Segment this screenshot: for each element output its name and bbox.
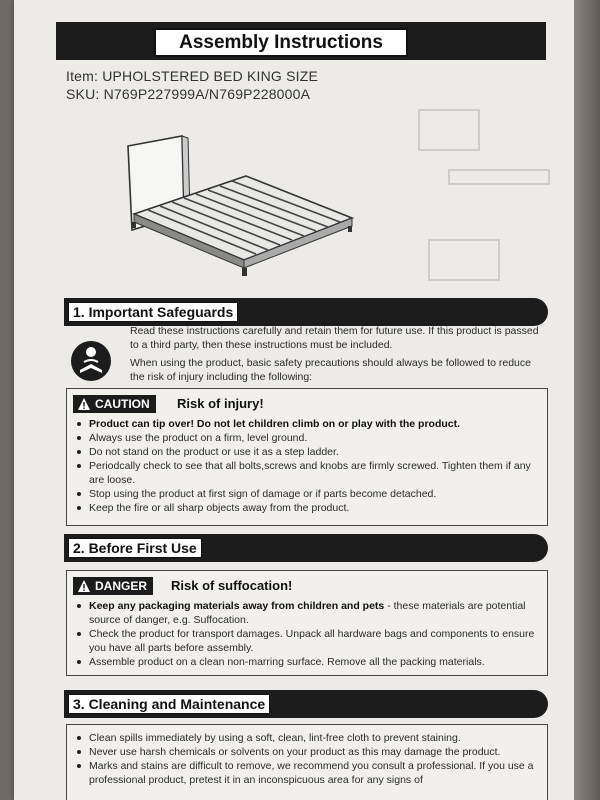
list-item: Always use the product on a firm, level ground. (73, 431, 543, 445)
show-through-artwork-icon (409, 90, 569, 290)
title-bar (56, 22, 546, 60)
sku: SKU: N769P227999A/N769P228000A (66, 86, 311, 102)
reading-person-icon (70, 340, 112, 382)
warning-triangle-icon (77, 579, 91, 593)
caution-risk: Risk of injury! (177, 396, 264, 411)
cleaning-box (66, 724, 548, 800)
list-item (73, 599, 543, 627)
section-1-header (64, 298, 548, 326)
section-3-header (64, 690, 548, 718)
danger-risk: Risk of suffocation! (171, 578, 293, 593)
list-item: Check the product for transport damages. Unpack all hardware bags and components to ensure you have all parts before assembly. (73, 627, 543, 655)
caution-label (73, 395, 156, 413)
section-2-header (64, 534, 548, 562)
danger-box (66, 570, 548, 676)
list-item: Stop using the product at first sign of damage or if parts become detached. (73, 487, 543, 501)
instruction-sheet (14, 0, 574, 800)
list-item: Keep the fire or all sharp objects away from the product. (73, 501, 543, 515)
danger-label-text: DANGER (95, 579, 148, 593)
background-edge (574, 0, 600, 800)
list-item: Marks and stains are difficult to remove, we recommend you consult a professional. If you use a professional product, pretest it in an inconspicuous area for any signs of (73, 759, 543, 787)
section-1-title: 1. Important Safeguards (68, 302, 238, 322)
bed-illustration-icon (126, 118, 356, 278)
intro-text-2: When using the product, basic safety precautions should always be followed to reduce the risk of injury including the following: (130, 357, 531, 383)
list-item-rest: - these materials are potential source of danger, e.g. Suffocation. (89, 600, 526, 626)
list-item: Clean spills immediately by using a soft, clean, lint-free cloth to prevent staining. (73, 731, 543, 745)
section-2-title: 2. Before First Use (68, 538, 202, 558)
danger-list (73, 599, 543, 669)
intro-text-1: Read these instructions carefully and retain them for future use. If this product is passed to a third party, then these instructions must be included. (130, 325, 539, 351)
caution-list (73, 417, 543, 515)
caution-label-text: CAUTION (95, 397, 150, 411)
list-item: Product can tip over! Do not let children climb on or play with the product. (73, 417, 543, 431)
cleaning-list (73, 731, 543, 787)
list-item-bold: Keep any packaging materials away from children and pets (89, 600, 385, 612)
list-item: Periodcally check to see that all bolts,screws and knobs are firmly screwed. Tighten them if any are loose. (73, 459, 543, 487)
warning-triangle-icon (77, 397, 91, 411)
section-3-title: 3. Cleaning and Maintenance (68, 694, 270, 714)
list-item: Do not stand on the product or use it as a step ladder. (73, 445, 543, 459)
document-title: Assembly Instructions (154, 28, 408, 57)
list-item: Assemble product on a clean non-marring surface. Remove all the packing materials. (73, 655, 543, 669)
caution-box (66, 388, 548, 526)
list-item: Never use harsh chemicals or solvents on your product as this may damage the product. (73, 745, 543, 759)
danger-label (73, 577, 153, 595)
item-name: Item: UPHOLSTERED BED KING SIZE (66, 68, 319, 84)
